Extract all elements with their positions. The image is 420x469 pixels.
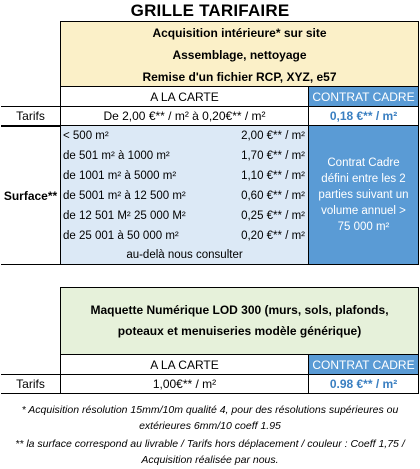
surface-row — [61, 146, 308, 166]
maquette-header-text: Maquette Numérique LOD 300 (murs, sols, plafonds, poteaux et menuiseries modèle générique) — [90, 303, 389, 338]
contrat-cadre-description-text: Contrat Cadre défini entre les 2 parties suivant un volume annuel > 75 000 m² — [318, 157, 409, 233]
tarifs-a-la-carte-2: 1,00€** / m² — [60, 374, 308, 394]
surface-range: < 500 m² — [63, 130, 109, 142]
surface-row — [61, 186, 308, 206]
tarifs-contrat-cadre-2: 0.98 €** / m² — [308, 374, 419, 394]
surface-label — [1, 126, 60, 265]
surface-range: de 25 001 à 50 000 m² — [63, 230, 179, 242]
col-a-la-carte: A LA CARTE — [60, 86, 308, 106]
surface-price: 1,70 €** / m² — [241, 150, 305, 162]
col-contrat-cadre-2: CONTRAT CADRE — [308, 354, 419, 374]
col-contrat-cadre: CONTRAT CADRE — [308, 86, 419, 106]
surface-price: 0,25 €** / m² — [241, 210, 305, 222]
surface-price: 0,60 €** / m² — [241, 190, 305, 202]
surface-range: de 5001 m² à 12 500 m² — [63, 190, 186, 202]
beyond-note — [61, 245, 308, 265]
surface-range: de 501 m² à 1000 m² — [63, 150, 170, 162]
surface-range: de 1001 m² à 5000 m² — [63, 170, 177, 182]
acquisition-header-line-2: Assemblage, nettoyage — [172, 48, 307, 62]
contrat-cadre-description — [308, 126, 419, 265]
col-a-la-carte-2: A LA CARTE — [60, 354, 308, 374]
surface-price: 2,00 €** / m² — [241, 130, 305, 142]
tarifs-label-2: Tarifs — [1, 374, 60, 394]
surface-label-text: Surface** — [3, 188, 58, 203]
surface-row — [61, 206, 308, 226]
beyond-note-text: au-delà nous consulter — [126, 249, 243, 261]
tarifs-a-la-carte: De 2,00 €** / m² à 0,20€** / m² — [60, 106, 308, 126]
surface-price: 1,10 €** / m² — [241, 170, 305, 182]
surface-price: 0,20 €** / m² — [241, 230, 305, 242]
tarifs-label: Tarifs — [1, 106, 60, 126]
page-title: GRILLE TARIFAIRE — [130, 1, 290, 20]
surface-row — [61, 226, 308, 246]
footnote-acquisition: * Acquisition résolution 15mm/10m qualité 4, pour des résolutions supérieures ou extérieures 6mm/10 coeff 1.95 — [21, 404, 399, 432]
surface-row — [61, 126, 308, 146]
acquisition-header — [60, 21, 419, 86]
surface-row — [61, 166, 308, 186]
maquette-header — [60, 287, 419, 354]
tarifs-contrat-cadre: 0,18 €** / m² — [308, 106, 419, 126]
acquisition-header-line-3: Remise d'un fichier RCP, XYZ, e57 — [142, 70, 337, 84]
surface-range: de 12 501 M² 25 000 M² — [63, 210, 186, 222]
footnote-surface: ** la surface correspond au livrable / Tarifs hors déplacement / couleur : Coeff 1,75 / Acquisition réalisée par nous. — [15, 438, 405, 466]
acquisition-header-line-1: Acquisition intérieure* sur site — [152, 26, 327, 40]
